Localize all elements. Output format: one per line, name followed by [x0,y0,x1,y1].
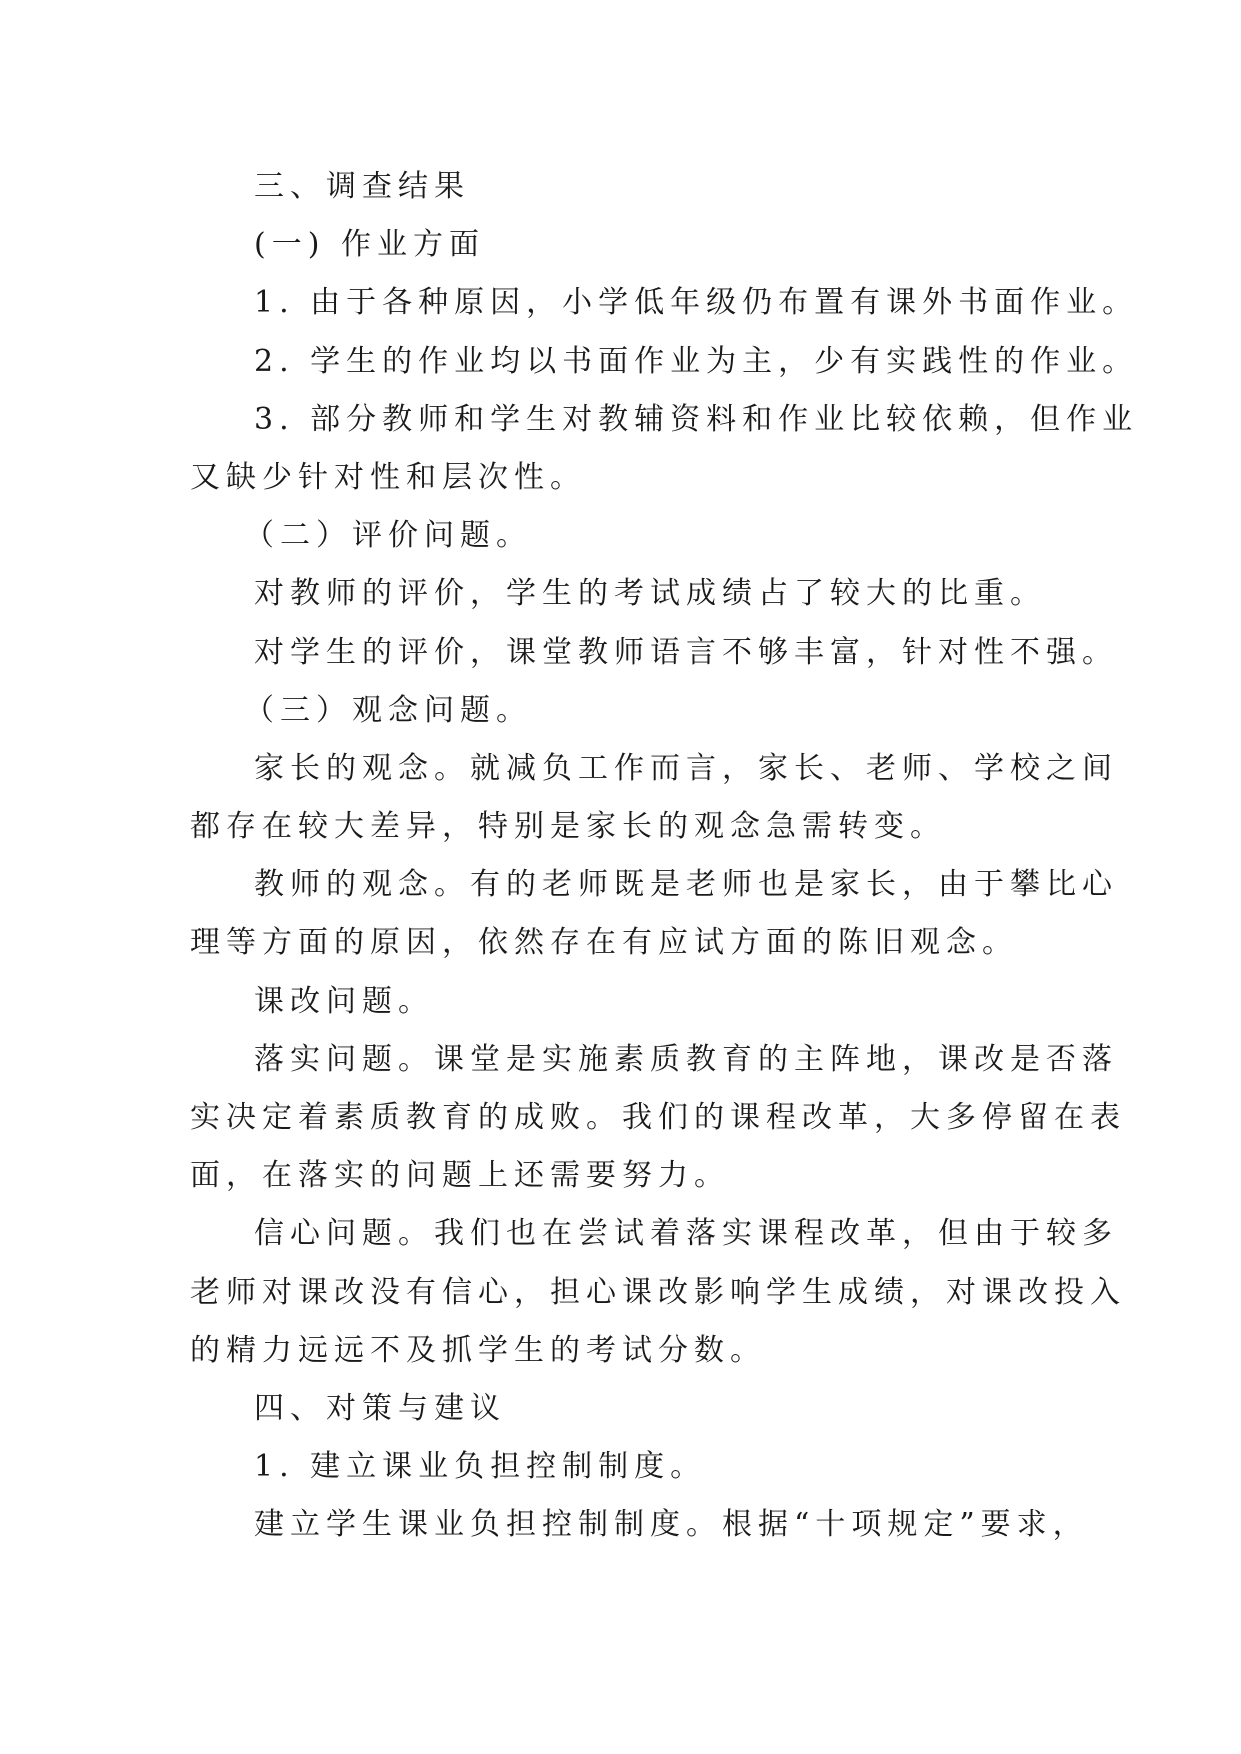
subsection-heading-evaluation: （二）评价问题。 [244,518,532,554]
paragraph-line: 对学生的评价，课堂教师语言不够丰富，针对性不强。 [254,634,1118,670]
subsection-heading-homework: (一) 作业方面 [254,227,485,263]
section-heading-survey-results: 三、调查结果 [254,169,470,204]
list-item-heading: 1. 建立课业负担控制制度。 [254,1449,707,1485]
paragraph-line: 信心问题。我们也在尝试着落实课程改革，但由于较多 [254,1216,1118,1252]
paragraph-line: 家长的观念。就减负工作而言，家长、老师、学校之间 [254,750,1118,786]
paragraph-line: 2. 学生的作业均以书面作业为主，少有实践性的作业。 [254,343,1139,379]
paragraph-line: 面，在落实的问题上还需要努力。 [190,1158,730,1194]
paragraph-line: 的精力远远不及抓学生的考试分数。 [190,1332,766,1368]
paragraph-line: 落实问题。课堂是实施素质教育的主阵地，课改是否落 [254,1041,1118,1077]
paragraph-line: 教师的观念。有的老师既是老师也是家长，由于攀比心 [254,867,1118,903]
paragraph-line: 理等方面的原因，依然存在有应试方面的陈旧观念。 [190,925,1018,961]
paragraph-line: 对教师的评价，学生的考试成绩占了较大的比重。 [254,576,1046,612]
paragraph-line: 3. 部分教师和学生对教辅资料和作业比较依赖，但作业 [254,401,1139,437]
document-body [190,158,1139,1555]
paragraph-line: 都存在较大差异，特别是家长的观念急需转变。 [190,809,946,845]
paragraph-line: 又缺少针对性和层次性。 [190,459,586,495]
paragraph-line: 老师对课改没有信心，担心课改影响学生成绩，对课改投入 [190,1274,1126,1310]
paragraph-line: 实决定着素质教育的成败。我们的课程改革，大多停留在表 [190,1100,1126,1135]
paragraph-line: 1. 由于各种原因，小学低年级仍布置有课外书面作业。 [254,285,1139,321]
subsection-heading-concepts: （三）观念问题。 [244,692,532,728]
paragraph-heading-curriculum-reform: 课改问题。 [254,983,434,1019]
section-heading-countermeasures: 四、对策与建议 [254,1390,506,1426]
paragraph-line: 建立学生课业负担控制制度。根据“十项规定”要求， [254,1507,1089,1543]
